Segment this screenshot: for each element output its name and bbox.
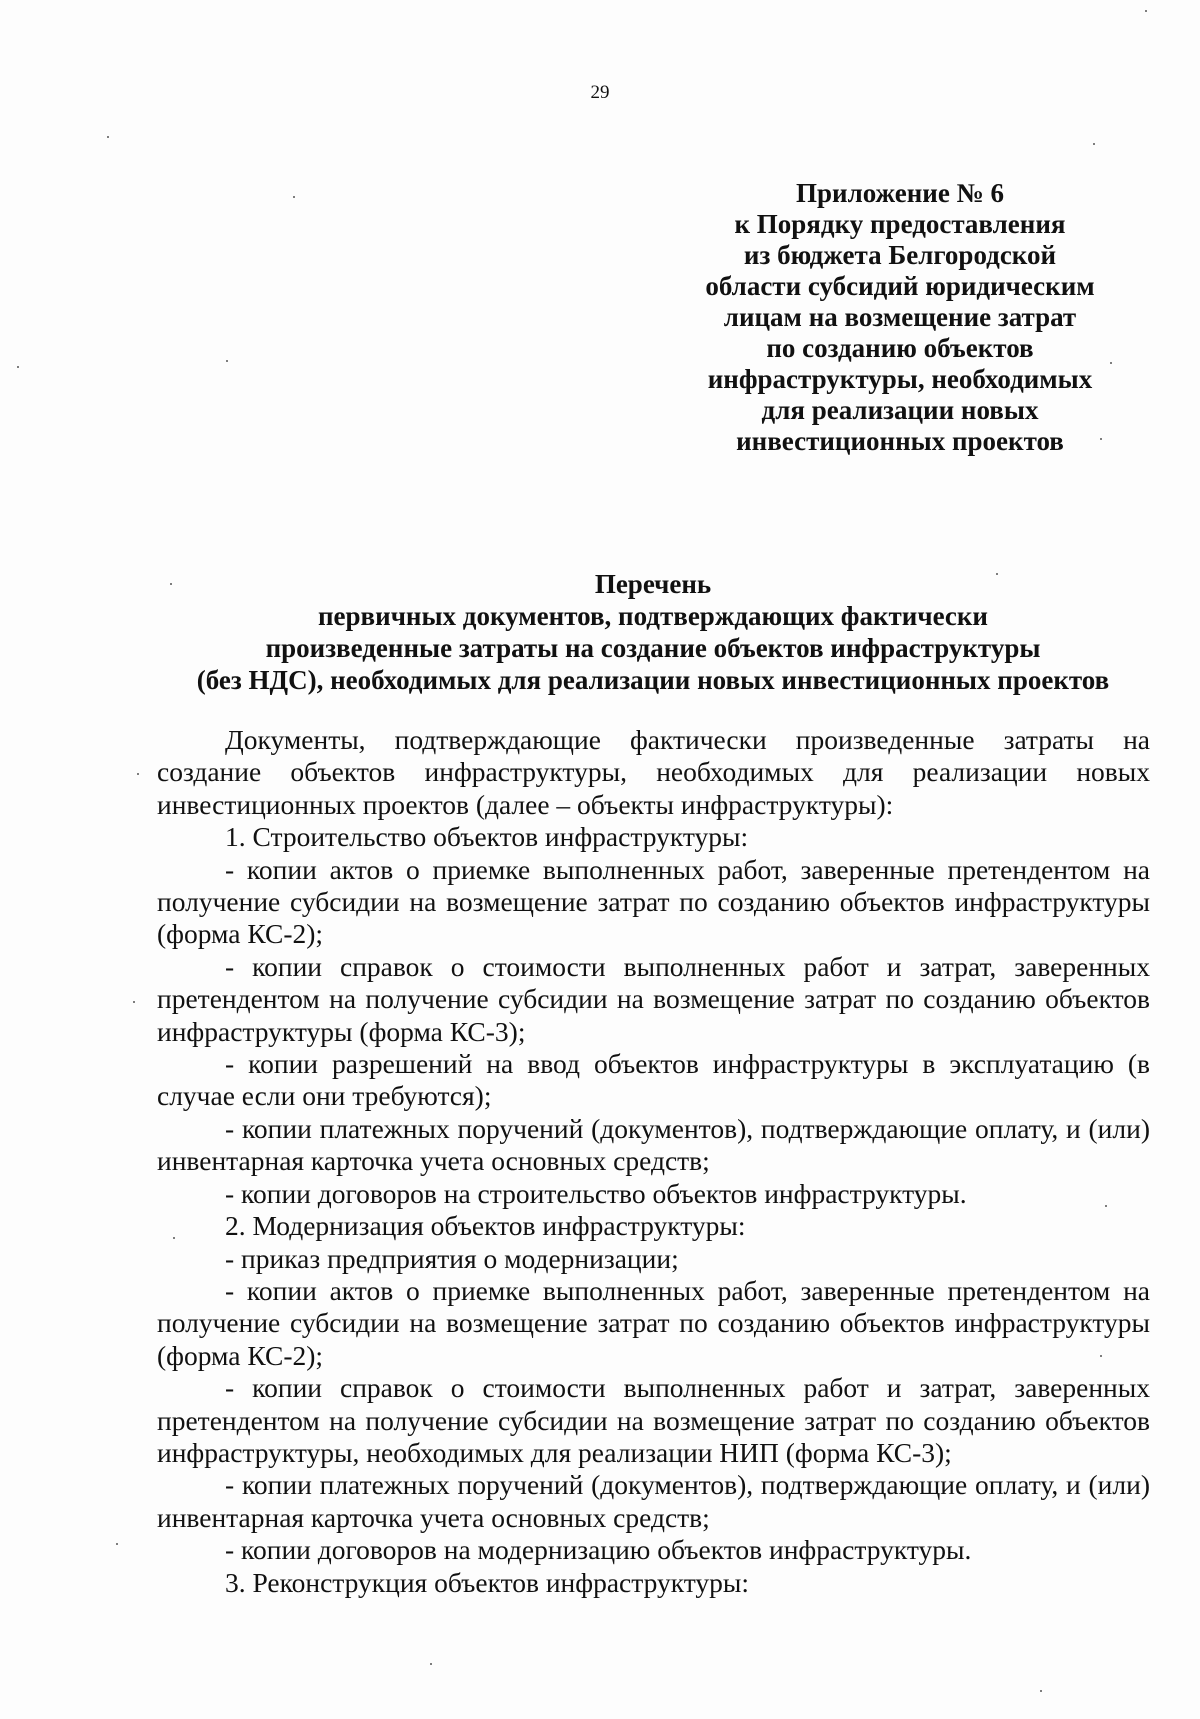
list-item: - копии справок о стоимости выполненных работ и затрат, заверенных претендентом на получение субсидии на возмещение затрат по созданию объектов инфраструктуры, необходимых для реализации НИП (форма КС-3); <box>157 1372 1150 1468</box>
scan-speck <box>1110 362 1112 364</box>
title-line: произведенные затраты на создание объектов инфраструктуры <box>265 633 1041 663</box>
section-heading: 2. Модернизация объектов инфраструктуры: <box>225 1210 746 1242</box>
appendix-header <box>700 178 1100 457</box>
document-title <box>120 568 1186 696</box>
appendix-line: области субсидий юридическим <box>705 271 1095 301</box>
appendix-line: для реализации новых <box>761 395 1039 425</box>
scan-speck <box>430 1663 432 1665</box>
list-item: - копии актов о приемке выполненных работ, заверенные претендентом на получение субсидии на возмещение затрат по созданию объектов инфраструктуры (форма КС-2); <box>157 853 1150 950</box>
scan-speck <box>133 1001 135 1003</box>
scan-speck <box>170 583 172 585</box>
scan-speck <box>226 360 228 362</box>
page-number: 29 <box>590 82 610 103</box>
section-heading: 1. Строительство объектов инфраструктуры: <box>225 821 749 853</box>
list-item: - копии справок о стоимости выполненных работ и затрат, заверенных претендентом на получение субсидии на возмещение затрат по созданию объектов инфраструктуры (форма КС-3); <box>157 950 1150 1047</box>
list-item: - копии платежных поручений (документов), подтверждающие оплату, и (или) инвентарная карточка учета основных средств; <box>157 1112 1150 1177</box>
list-item: - копии платежных поручений (документов), подтверждающие оплату, и (или) инвентарная карточка учета основных средств; <box>157 1469 1150 1533</box>
scan-speck <box>293 196 295 198</box>
scan-speck <box>1040 1690 1042 1692</box>
title-line: первичных документов, подтверждающих фактически <box>318 601 988 631</box>
list-item: - копии договоров на строительство объектов инфраструктуры. <box>225 1177 967 1209</box>
list-item: - копии актов о приемке выполненных работ, заверенные претендентом на получение субсидии на возмещение затрат по созданию объектов инфраструктуры (форма КС-2); <box>157 1274 1150 1371</box>
appendix-line: лицам на возмещение затрат <box>723 302 1077 332</box>
scan-speck <box>1100 1355 1102 1357</box>
scan-speck <box>137 773 139 775</box>
scan-speck <box>1100 438 1102 440</box>
document-body <box>157 724 1150 1599</box>
scan-speck <box>173 1237 175 1239</box>
appendix-line: по созданию объектов <box>766 333 1034 363</box>
scan-speck <box>1105 1205 1107 1207</box>
scan-speck <box>1093 143 1095 145</box>
title-line: Перечень <box>594 569 712 599</box>
list-item: - копии разрешений на ввод объектов инфраструктуры в эксплуатацию (в случае если они требуются); <box>157 1048 1150 1112</box>
scan-speck <box>996 573 998 575</box>
section-heading: 3. Реконструкция объектов инфраструктуры: <box>225 1566 750 1598</box>
scan-speck <box>116 1543 118 1545</box>
body-paragraph: Документы, подтверждающие фактически произведенные затраты на создание объектов инфраструктуры, необходимых для реализации новых инвестиционных проектов (далее – объекты инфраструктуры): <box>157 724 1150 820</box>
title-line: (без НДС), необходимых для реализации новых инвестиционных проектов <box>196 665 1110 695</box>
scan-speck <box>1145 10 1147 12</box>
appendix-line: к Порядку предоставления <box>734 209 1066 239</box>
scan-speck <box>107 136 109 138</box>
scan-speck <box>17 366 19 368</box>
appendix-line: инвестиционных проектов <box>736 426 1064 456</box>
appendix-line: из бюджета Белгородской <box>743 240 1057 270</box>
list-item: - копии договоров на модернизацию объектов инфраструктуры. <box>225 1534 972 1566</box>
appendix-line: Приложение № 6 <box>796 178 1004 208</box>
appendix-line: инфраструктуры, необходимых <box>707 364 1093 394</box>
list-item: - приказ предприятия о модернизации; <box>225 1242 679 1274</box>
